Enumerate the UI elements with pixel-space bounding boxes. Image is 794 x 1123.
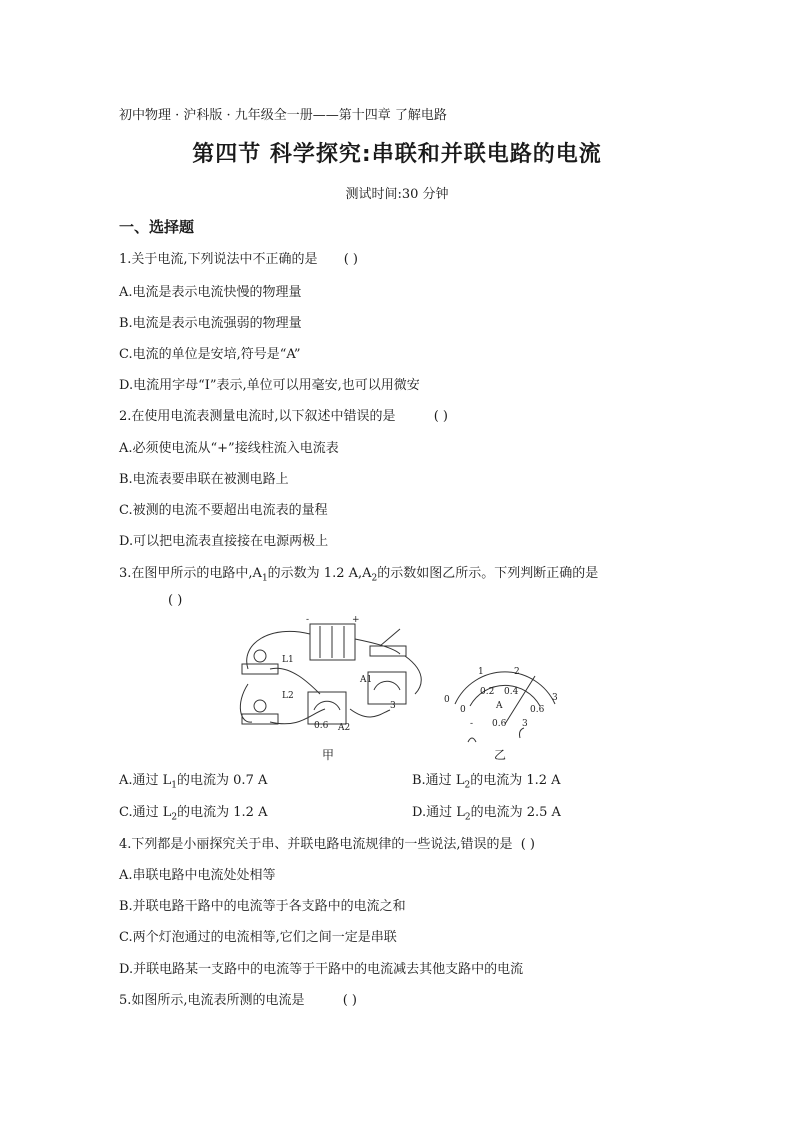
subscript: 1 [261,573,268,584]
caption-right: 乙 [494,748,507,762]
option: B.电流是表示电流强弱的物理量 [119,316,302,331]
label-l1: L1 [282,655,294,665]
question-5-stem [119,989,357,1008]
answer-paren: ( ) [343,252,358,267]
ammeter-a1 [368,672,406,704]
option: C.电流的单位是安培,符号是“A” [119,347,301,362]
label-plus: + [352,615,360,625]
option-text: 的电流为 2.5 A [470,805,561,820]
stem-part: 的示数为 1.2 A,A [267,566,372,581]
option: C.被测的电流不要超出电流表的量程 [119,503,328,518]
scale-outer: 0 [444,695,450,705]
ammeter-a2 [308,692,346,724]
option: D.可以把电流表直接接在电源两极上 [119,534,329,549]
option: B.电流表要串联在被测电路上 [119,472,289,487]
terminal: - [470,719,474,729]
option [119,769,267,791]
stem-part: 的示数如图乙所示。下列判断正确的是 [377,566,599,581]
label-a1: A1 [360,675,373,685]
option: A.必须使电流从“+”接线柱流入电流表 [119,441,339,456]
label-range: 3 [390,701,396,711]
option-text: 的电流为 1.2 A [177,805,268,820]
question-4-text: 4.下列都是小丽探究关于串、并联电路电流规律的一些说法,错误的是 [119,837,513,852]
option: A.电流是表示电流快慢的物理量 [119,285,302,300]
scale-inner: 0.2 [480,687,495,697]
answer-paren: ( ) [168,593,183,608]
question-2-stem [119,405,448,424]
option-text: 的电流为 1.2 A [470,773,561,788]
subscript: 2 [464,780,471,791]
subscript: 2 [464,812,471,823]
label-minus: - [306,615,310,625]
test-time: 测试时间:30 分钟 [345,187,449,202]
scale-inner: 0.4 [504,687,519,697]
answer-paren: ( ) [433,409,448,424]
option: A.串联电路中电流处处相等 [119,868,276,883]
option-text: D.通过 L [412,805,465,820]
option-text: A.通过 L [119,773,172,788]
question-1-stem [119,248,358,267]
scale-outer: 1 [478,667,484,677]
series-header: 初中物理 · 沪科版 · 九年级全一册——第十四章 了解电路 [119,108,447,123]
option-text: B.通过 L [412,773,465,788]
terminal: 0.6 [492,719,507,729]
scale-outer: 3 [552,693,558,703]
label-range: 0.6 [314,721,329,731]
option [412,769,561,791]
caption-left: 甲 [322,748,335,762]
label-l2: L2 [282,691,294,701]
answer-paren: ( ) [520,837,535,852]
terminal: 3 [522,719,528,729]
section-heading: 一、选择题 [119,218,195,236]
option: D.电流用字母“I”表示,单位可以用毫安,也可以用微安 [119,378,420,393]
answer-paren: ( ) [342,993,357,1008]
scale-outer: 2 [514,667,520,677]
meter-needle [505,676,535,724]
option [119,801,267,823]
option [412,801,561,823]
scale-inner: 0.6 [530,705,545,715]
option-text: C.通过 L [119,805,172,820]
option: C.两个灯泡通过的电流相等,它们之间一定是串联 [119,930,397,945]
option: B.并联电路干路中的电流等于各支路中的电流之和 [119,899,406,914]
option: D.并联电路某一支路中的电流等于干路中的电流减去其他支路中的电流 [119,962,524,977]
subscript: 2 [371,573,378,584]
question-2-text: 2.在使用电流表测量电流时,以下叙述中错误的是 [119,409,396,424]
question-4-stem [119,833,535,852]
question-5-text: 5.如图所示,电流表所测的电流是 [119,993,305,1008]
wire [247,631,310,669]
circuit-figure [230,614,590,764]
circuit-diagram [230,614,590,764]
subscript: 1 [171,780,178,791]
subscript: 2 [171,812,178,823]
page-title: 第四节 科学探究:串联和并联电路的电流 [192,142,602,167]
question-1-text: 1.关于电流,下列说法中不正确的是 [119,252,318,267]
stem-part: 3.在图甲所示的电路中,A [119,566,262,581]
question-3-stem [119,562,598,584]
scale-inner: 0 [460,705,466,715]
label-a2: A2 [338,723,351,733]
option-text: 的电流为 0.7 A [177,773,268,788]
meter-unit: A [496,701,503,711]
